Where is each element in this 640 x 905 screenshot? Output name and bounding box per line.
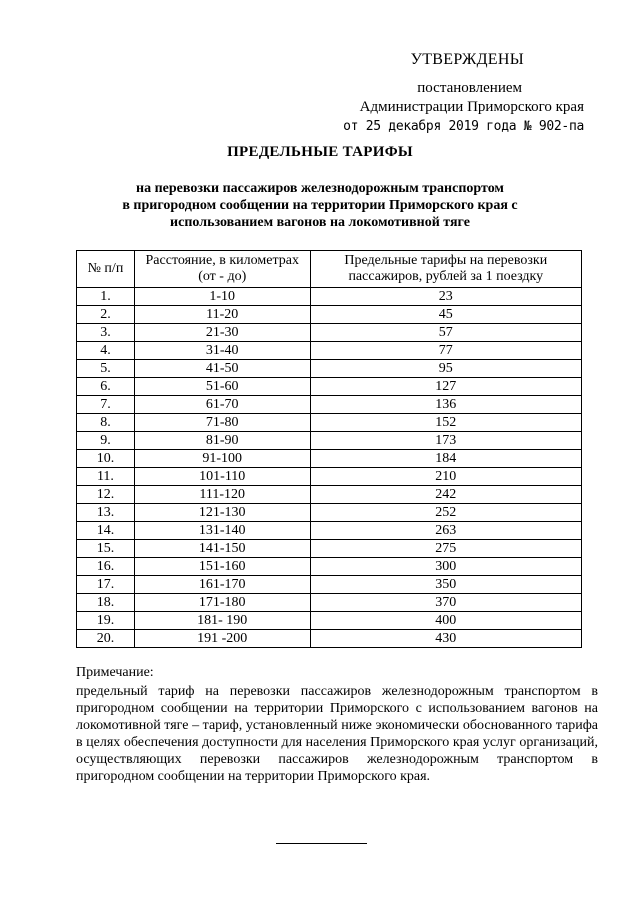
row-number-cell: 6. [77,378,135,396]
tariff-value-cell: 300 [310,558,581,576]
table-header-row [77,251,582,288]
distance-range-cell: 151-160 [134,558,310,576]
tariff-value-cell: 95 [310,360,581,378]
table-row [77,396,582,414]
tariff-value-cell: 263 [310,522,581,540]
tariff-value-cell: 210 [310,468,581,486]
tariff-value-cell: 252 [310,504,581,522]
header-tariff-line-1: Предельные тарифы на перевозки [344,253,548,268]
distance-range-cell: 101-110 [134,468,310,486]
distance-range-cell: 171-180 [134,594,310,612]
distance-range-cell: 91-100 [134,450,310,468]
distance-range-cell: 41-50 [134,360,310,378]
tariff-value-cell: 127 [310,378,581,396]
tariff-table-body [77,288,582,648]
row-number-cell: 19. [77,612,135,630]
distance-range-cell: 131-140 [134,522,310,540]
distance-range-cell: 181- 190 [134,612,310,630]
table-row [77,432,582,450]
row-number-cell: 1. [77,288,135,306]
subtitle-line-3: использованием вагонов на локомотивной тяге [170,215,470,230]
row-number-cell: 12. [77,486,135,504]
decree-reference: от 25 декабря 2019 года № 902-па [343,119,584,134]
row-number-cell: 5. [77,360,135,378]
distance-range-cell: 1-10 [134,288,310,306]
subtitle-line-2: в пригородном сообщении на территории Приморского края с [122,198,518,213]
tariff-value-cell: 57 [310,324,581,342]
row-number-cell: 20. [77,630,135,648]
distance-range-cell: 121-130 [134,504,310,522]
tariff-value-cell: 370 [310,594,581,612]
subtitle-line-1: на перевозки пассажиров железнодорожным транспортом [136,181,504,196]
tariff-value-cell: 400 [310,612,581,630]
tariff-value-cell: 23 [310,288,581,306]
row-number-cell: 16. [77,558,135,576]
row-number-cell: 18. [77,594,135,612]
row-number-cell: 11. [77,468,135,486]
row-number-cell: 9. [77,432,135,450]
approved-label: УТВЕРЖДЕНЫ [410,51,524,68]
row-number-cell: 4. [77,342,135,360]
bottom-separator [276,843,367,844]
table-row [77,414,582,432]
distance-range-cell: 11-20 [134,306,310,324]
row-number-cell: 2. [77,306,135,324]
distance-range-cell: 21-30 [134,324,310,342]
distance-range-cell: 141-150 [134,540,310,558]
distance-range-cell: 31-40 [134,342,310,360]
header-number: № п/п [77,251,135,288]
table-row [77,486,582,504]
distance-range-cell: 191 -200 [134,630,310,648]
table-row [77,342,582,360]
tariff-value-cell: 242 [310,486,581,504]
table-row [77,378,582,396]
distance-range-cell: 71-80 [134,414,310,432]
tariff-value-cell: 173 [310,432,581,450]
table-row [77,558,582,576]
row-number-cell: 7. [77,396,135,414]
row-number-cell: 14. [77,522,135,540]
distance-range-cell: 51-60 [134,378,310,396]
row-number-cell: 3. [77,324,135,342]
tariff-value-cell: 350 [310,576,581,594]
tariff-value-cell: 136 [310,396,581,414]
note-label: Примечание: [76,665,154,680]
table-row [77,576,582,594]
header-distance [134,251,310,288]
row-number-cell: 8. [77,414,135,432]
distance-range-cell: 61-70 [134,396,310,414]
tariff-value-cell: 430 [310,630,581,648]
approval-block [343,50,584,136]
table-row [77,540,582,558]
tariff-value-cell: 184 [310,450,581,468]
table-row [77,288,582,306]
header-distance-line-2: (от - до) [198,269,247,284]
distance-range-cell: 111-120 [134,486,310,504]
table-row [77,450,582,468]
table-row [77,504,582,522]
tariff-table [76,250,582,648]
note-block [76,664,598,785]
note-text: предельный тариф на перевозки пассажиров железнодорожным транспортом в пригородном сообщении на территории Приморского с использованием вагонов на локомотивной тяге – тариф, установленный ниже экономически обоснованного тарифа в целях обеспечения доступности для населения Приморского края услуг организаций, осуществляющих перевозки пассажиров железнодорожным транспортом в пригородном сообщении на территории Приморского края. [76,684,598,784]
tariff-value-cell: 152 [310,414,581,432]
row-number-cell: 17. [77,576,135,594]
row-number-cell: 13. [77,504,135,522]
header-distance-line-1: Расстояние, в километрах [145,253,299,268]
table-row [77,630,582,648]
table-row [77,594,582,612]
distance-range-cell: 161-170 [134,576,310,594]
document-subtitle [90,180,550,231]
table-row [77,612,582,630]
table-row [77,522,582,540]
table-row [77,306,582,324]
header-tariff [310,251,581,288]
tariff-value-cell: 45 [310,306,581,324]
distance-range-cell: 81-90 [134,432,310,450]
table-row [77,324,582,342]
document-title: ПРЕДЕЛЬНЫЕ ТАРИФЫ [227,144,413,160]
tariff-value-cell: 275 [310,540,581,558]
header-tariff-line-2: пассажиров, рублей за 1 поездку [348,269,544,284]
row-number-cell: 15. [77,540,135,558]
table-row [77,360,582,378]
resolution-label: постановлением [417,80,522,96]
row-number-cell: 10. [77,450,135,468]
table-row [77,468,582,486]
tariff-value-cell: 77 [310,342,581,360]
authority-name: Администрации Приморского края [359,99,584,115]
